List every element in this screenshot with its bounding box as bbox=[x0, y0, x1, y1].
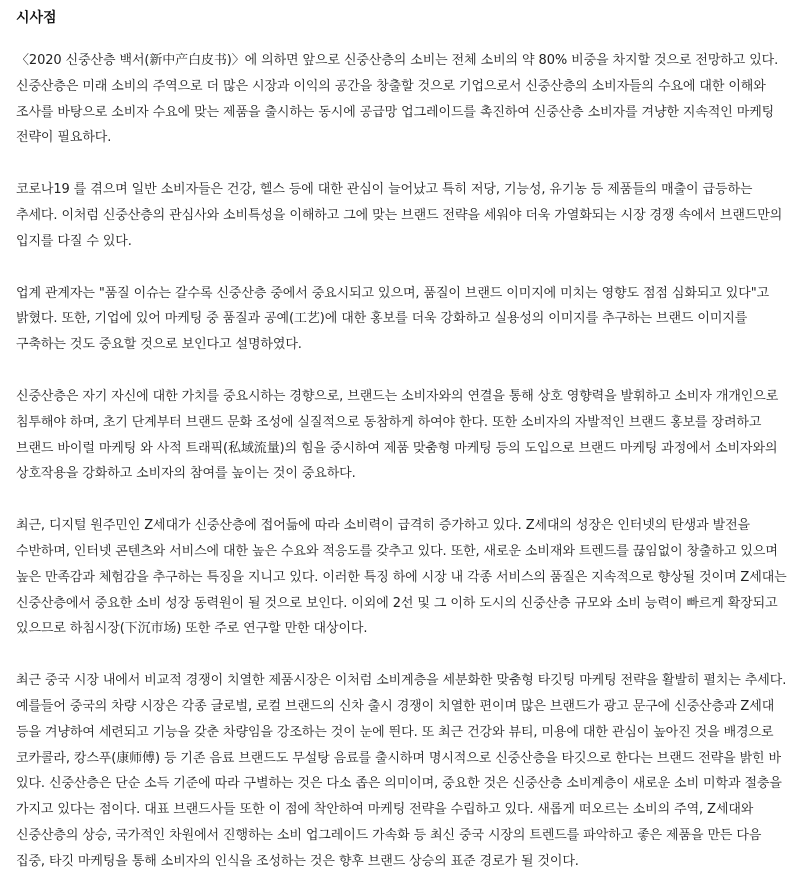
section-title: 시사점 bbox=[16, 10, 57, 26]
paragraph-brand-engagement: 신중산층은 자기 자신에 대한 가치를 중요시하는 경향으로, 브랜드는 소비자와의 연결을 통해 상호 영향력을 발휘하고 소비자 개개인으로 침투해야 하며, 초기 단계부터 브랜드 문화 조성에 실질적으로 동참하게 하여야 한다. 또한 소비자의 자발적인 브랜드 홍보를 장려하고 브랜드 바이럴 마케팅 와 사적 트래픽(私域流量)의 힘을 중시하여 제품 맞춤형 마케팅 등의 도입으로 브랜드 마케팅 과정에서 소비자와의 상호작용을 강화하고 소비자의 참여를 높이는 것이 중요하다. bbox=[16, 388, 779, 482]
paragraph-new-middle-class-outlook: 〈2020 신중산층 백서(新中产白皮书)〉에 의하면 앞으로 신중산층의 소비는 전체 소비의 약 80% 비중을 차지할 것으로 전망하고 있다. 신중산층은 미래 소비의 주역으로 더 많은 시장과 이익의 공간을 창출할 것으로 기업으로서 신중산층의 소비자들의 수요에 대한 이해와 조사를 바탕으로 소비자 수요에 맞는 제품을 출시하는 동시에 공급망 업그레이드를 촉진하여 신중산층 소비자를 겨냥한 지속적인 마케팅 전략이 필요하다. bbox=[16, 53, 779, 146]
paragraph-quality-issue: 업계 관계자는 "품질 이슈는 갈수록 신중산층 중에서 중요시되고 있으며, 품질이 브랜드 이미지에 미치는 영향도 점점 심화되고 있다"고 밝혔다. 또한, 기업에 있어 마케팅 중 품질과 공예(工艺)에 대한 홍보를 더욱 강화하고 실용성의 이미지를 추구하는 브랜드 이미지를 구축하는 것도 중요할 것으로 보인다고 설명하였다. bbox=[16, 285, 770, 353]
paragraph-gen-z: 최근, 디지털 원주민인 Z세대가 신중산층에 접어듦에 따라 소비력이 급격히 증가하고 있다. Z세대의 성장은 인터넷의 탄생과 발전을 수반하며, 인터넷 콘텐츠와 서비스에 대한 높은 수요와 적응도를 갖추고 있다. 또한, 새로운 소비재와 트렌드를 끊임없이 창출하고 있으며 높은 만족감과 체험감을 추구하는 특징을 지니고 있다. 이러한 특징 하에 시장 내 각종 서비스의 품질은 지속적으로 향상될 것이며 Z세대는 신중산층에서 중요한 소비 성장 동력원이 될 것으로 보인다. 이외에 2선 및 그 이하 도시의 신중산층 규모와 소비 능력이 빠르게 확장되고 있으므로 하침시장(下沉市场) 또한 주로 연구할 만한 대상이다. bbox=[16, 518, 787, 637]
paragraph-market-targeting: 최근 중국 시장 내에서 비교적 경쟁이 치열한 제품시장은 이처럼 소비계층을 세분화한 맞춤형 타깃팅 마케팅 전략을 활발히 펼치는 추세다. 예를들어 중국의 차량 시장은 각종 글로벌, 로컬 브랜드의 신차 출시 경쟁이 치열한 편이며 많은 브랜드가 광고 문구에 신중산층과 Z세대 등을 겨냥하여 세련되고 기능을 갖춘 차량임을 강조하는 것이 눈에 띈다. 또 최근 건강와 뷰티, 미용에 대한 관심이 높아진 것을 배경으로 코카콜라, 캉스푸(康师傅) 등 기존 음료 브랜드도 무설탕 음료를 출시하며 명시적으로 신중산층을 타깃으로 한다는 브랜드 전략을 밝힌 바 있다. 신중산층은 단순 소득 기준에 따라 구별하는 것은 다소 좁은 의미이며, 중요한 것은 신중산층 소비계층이 새로운 소비 미학과 절충을 가지고 있다는 점이다. 대표 브랜드사들 또한 이 점에 착안하여 마케팅 전략을 수립하고 있다. 새롭게 떠오르는 소비의 주역, Z세대와 신중산층의 상승, 국가적인 차원에서 진행하는 소비 업그레이드 가속화 등 최신 중국 시장의 트렌드를 파악하고 좋은 제품을 만든 다음 집중, 타깃 마케팅을 통해 소비자의 인식을 조성하는 것은 향후 브랜드 상승의 표준 경로가 될 것이다. bbox=[16, 673, 787, 869]
paragraph-covid-health-trend: 코로나19 를 겪으며 일반 소비자들은 건강, 헬스 등에 대한 관심이 늘어났고 특히 저당, 기능성, 유기농 등 제품들의 매출이 급등하는 추세다. 이처럼 신중산층의 관심사와 소비특성을 이해하고 그에 맞는 브랜드 전략을 세워야 더욱 가열화되는 시장 경쟁 속에서 브랜드만의 입지를 다질 수 있다. bbox=[16, 182, 783, 249]
